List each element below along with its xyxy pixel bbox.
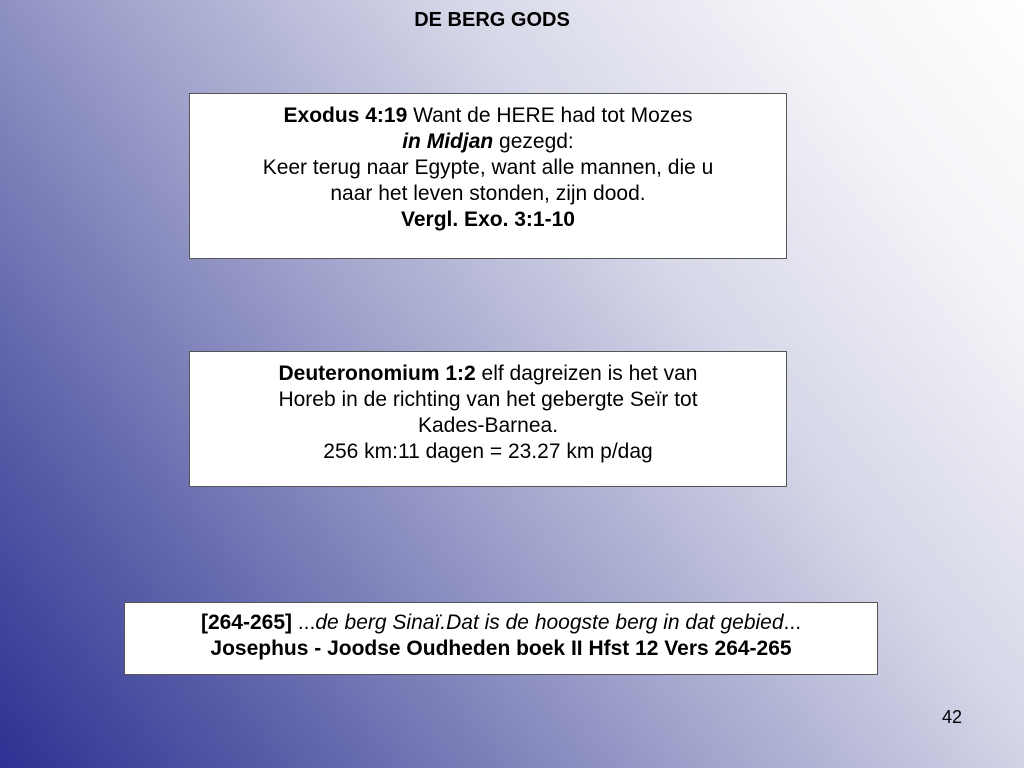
exodus-quote-box bbox=[189, 93, 787, 259]
exodus-line-4: naar het leven stonden, zijn dood. bbox=[330, 182, 646, 205]
page-number: 42 bbox=[941, 707, 962, 727]
deuteronomy-line-3: Kades-Barnea. bbox=[417, 414, 559, 437]
exodus-line-3: Keer terug naar Egypte, want alle mannen, die u bbox=[262, 156, 714, 179]
josephus-line-1 bbox=[125, 610, 877, 636]
deuteronomy-line-1 bbox=[190, 361, 786, 387]
deuteronomy-text-1: elf dagreizen is het van bbox=[475, 362, 698, 385]
deuteronomy-line-2: Horeb in de richting van het gebergte Seïr tot bbox=[278, 388, 698, 411]
exodus-text-1: Want de HERE had tot Mozes bbox=[407, 104, 693, 127]
exodus-text-2: gezegd: bbox=[493, 130, 574, 153]
exodus-reference: Exodus 4:19 bbox=[283, 104, 408, 127]
exodus-emphasis: in Midjan bbox=[402, 130, 494, 153]
deuteronomy-quote-box bbox=[189, 351, 787, 487]
distance-calculation: 256 km:11 dagen = 23.27 km p/dag bbox=[323, 440, 653, 463]
josephus-suffix: ... bbox=[783, 611, 802, 634]
exodus-line-1 bbox=[190, 103, 786, 129]
exodus-line-2 bbox=[190, 129, 786, 155]
josephus-quote-box bbox=[124, 602, 878, 675]
josephus-reference: [264-265] bbox=[200, 611, 293, 634]
exodus-cross-reference: Vergl. Exo. 3:1-10 bbox=[401, 208, 575, 231]
deuteronomy-reference: Deuteronomium 1:2 bbox=[278, 362, 476, 385]
josephus-quote: de berg Sinaï.Dat is de hoogste berg in dat gebied bbox=[315, 611, 784, 634]
slide-title: DE BERG GODS bbox=[414, 9, 570, 31]
josephus-prefix: ... bbox=[292, 611, 316, 634]
josephus-source: Josephus - Joodse Oudheden boek II Hfst 12 Vers 264-265 bbox=[210, 637, 792, 660]
